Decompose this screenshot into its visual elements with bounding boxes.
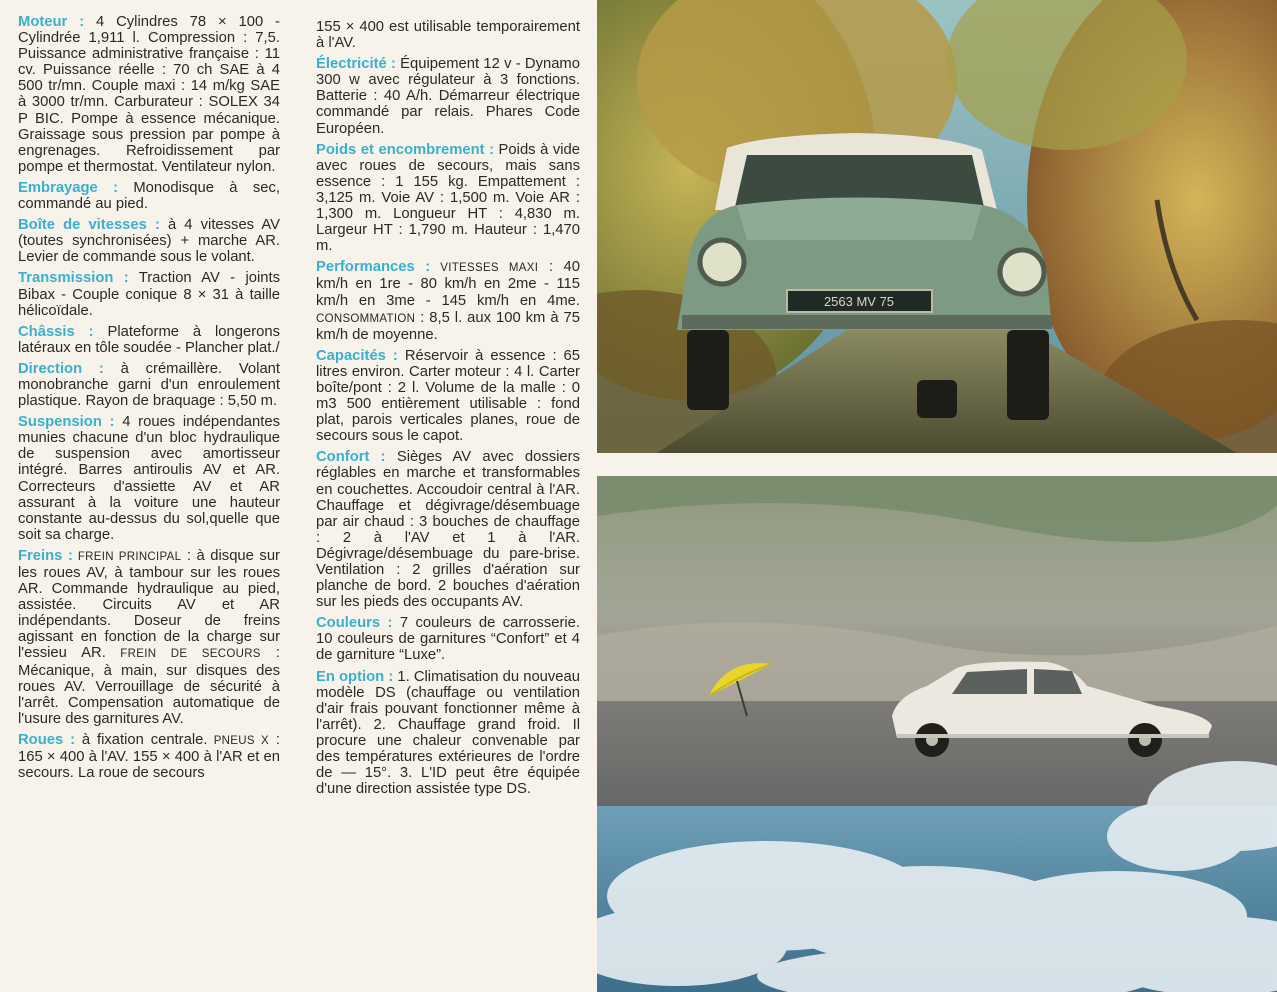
spec-roues: [18, 732, 280, 781]
spec-text: Plateforme à longerons latéraux en tôle soudée - Plancher plat./: [18, 323, 280, 356]
spec-continuation: 155 × 400 est utilisable temporairement à l'AV.: [316, 19, 580, 52]
spec-text: : à disque sur les roues AV, à tambour sur les roues AR. Commande hydraulique au pied, assistée. Circuits AV et AR indépendants. Doseur de freins agissant en fonction de la charge sur l'essieu AR.: [18, 547, 280, 662]
spec-heading: Performances :: [316, 259, 431, 276]
spec-heading: Direction :: [18, 360, 104, 377]
spec-text: à 4 vitesses AV (toutes synchronisées) + marche AR. Levier de commande sous le volant.: [18, 217, 280, 266]
spec-text: 4 Cylindres 78 × 100 - Cylindrée 1,911 l. Compression : 7,5. Puissance administrative française : 11 cv. Puissance réelle : 70 ch SAE à 4 500 tr/mn. Couple maxi : 14 m/kg SAE à 3000 tr/mn. Carburateur : SOLEX 34 P BIC. Pompe à essence mécanique. Graissage sous pression par pompe à engrenages. Refroidissement par pompe et thermostat. Ventilateur nylon.: [18, 14, 280, 175]
spec-performances: [316, 259, 580, 342]
spec-text: : 8,5 l. aux 100 km à 75 km/h de moyenne.: [316, 309, 580, 343]
spec-heading: Couleurs :: [316, 615, 393, 632]
spec-text: Réservoir à essence : 65 litres environ. Carter moteur : 4 l. Carter boîte/pont : 2 l. Volume de la malle : 0 m3 500 entièrement utilisable : fond plat, parois verticales planes, roue de secours sous le capot.: [316, 347, 580, 445]
spec-heading: Électricité :: [316, 56, 396, 73]
spec-text: à crémaillère. Volant monobranche garni d'un enroulement plastique. Rayon de braquage : 5,50 m.: [18, 360, 281, 410]
spec-subheading: PNEUS X: [207, 734, 270, 747]
spec-heading: Freins :: [18, 547, 73, 564]
spec-text: 1. Climatisation du nouveau modèle DS (chauffage ou ventilation d'air frais pouvant fonctionner même à l'arrêt). 2. Chauffage grand froid. Il procure une chaleur convenable par des températures extérieures de l'ordre de — 15°. 3. L'ID peut être équipée d'une direction assistée type DS.: [316, 668, 580, 798]
spec-text: 7 couleurs de carrosserie. 10 couleurs de garnitures “Confort” et 4 de garniture “Luxe”.: [316, 615, 580, 664]
spec-subheading: FREIN DE SECOURS: [105, 648, 261, 661]
spec-subheading: CONSOMMATION: [316, 312, 416, 325]
spec-text: : Mécanique, à main, sur disques des roues AV. Verrouillage de sécurité à l'arrêt. Compensation automatique de l'usure des garnitures AV.: [18, 645, 280, 727]
spec-text: : 40 km/h en 1re - 80 km/h en 2me - 115 km/h en 3me - 145 km/h en 4me.: [316, 259, 581, 309]
license-plate: 2563 MV 75: [823, 294, 895, 309]
spec-poids: [316, 142, 580, 255]
spec-option: [316, 669, 580, 798]
spec-capacites: [316, 348, 580, 445]
specs-column-left: [18, 14, 280, 786]
spec-heading: Boîte de vitesses :: [18, 217, 160, 234]
spec-text: 4 roues indépendantes munies chacune d'un bloc hydraulique de suspension avec amortisseur intégré. Barres antiroulis AV et AR. Correcteurs d'assiette AV et AR assurant à la voiture une hauteur constante au-dessus du sol,quelle que soit sa charge.: [18, 414, 280, 543]
spec-heading: Capacités :: [316, 347, 398, 364]
spec-subheading: VITESSES MAXI: [430, 262, 539, 275]
spec-embrayage: [18, 180, 280, 212]
spec-moteur: [18, 14, 280, 175]
spec-confort: [316, 449, 580, 610]
spec-freins: [18, 548, 280, 727]
spec-suspension: [18, 414, 280, 543]
car-beach-illustration: [597, 476, 1277, 992]
spec-couleurs: [316, 615, 580, 663]
spec-text: Équipement 12 v - Dynamo 300 w avec régulateur à 3 fonctions. Batterie : 40 A/h. Démarreur électrique commandé par relais. Phares Code Européen.: [316, 56, 580, 137]
spec-text: Sièges AV avec dossiers réglables en marche et transformables en couchettes. Accoudoir central à l'AR. Chauffage et dégivrage/désembuage par air chaud : 3 bouches de chauffage : 2 à l'AV et 1 à l'AR. Dégivrage/désembuage du pare-brise. Ventilation : 2 grilles d'aération sur planche de bord. 2 bouches d'aération sur les pieds des occupants AV.: [316, 449, 580, 611]
spec-heading: Embrayage :: [18, 179, 119, 196]
spec-heading: Moteur :: [18, 14, 85, 30]
photo-car-beach-clouds: [597, 476, 1277, 992]
spec-heading: Suspension :: [18, 414, 115, 431]
spec-transmission: [18, 270, 280, 318]
spec-text: Traction AV - joints Bibax - Couple conique 8 × 31 à taille hélicoïdale.: [18, 270, 280, 319]
spec-heading: Roues :: [18, 731, 76, 748]
spec-heading: En option :: [316, 668, 394, 685]
spec-text: : 165 × 400 à l'AV. 155 × 400 à l'AR et en secours. La roue de secours: [18, 731, 280, 782]
spec-heading: Châssis :: [18, 323, 94, 340]
spec-electricite: [316, 56, 580, 136]
spec-boite: [18, 217, 280, 265]
spec-text: Poids à vide avec roues de secours, mais sans essence : 1 155 kg. Empattement : 3,125 m. Voie AV : 1,500 m. Voie AR : 1,300 m. Longueur HT : 4,830 m. Largeur HT : 1,790 m. Hauteur : 1,470 m.: [316, 141, 580, 255]
spec-direction: [18, 361, 280, 409]
specs-column-right: [316, 19, 580, 802]
spec-chassis: [18, 324, 280, 356]
spec-text: à fixation centrale.: [75, 731, 208, 748]
spec-subheading: FREIN PRINCIPAL: [72, 550, 182, 563]
spec-text: Monodisque à sec, commandé au pied.: [18, 179, 280, 213]
spec-heading: Poids et encombrement :: [316, 141, 495, 158]
spec-heading: Transmission :: [18, 270, 129, 287]
photo-car-front-autumn-road: [597, 0, 1277, 453]
car-front-illustration: [597, 0, 1277, 453]
spec-heading: Confort :: [316, 449, 386, 466]
